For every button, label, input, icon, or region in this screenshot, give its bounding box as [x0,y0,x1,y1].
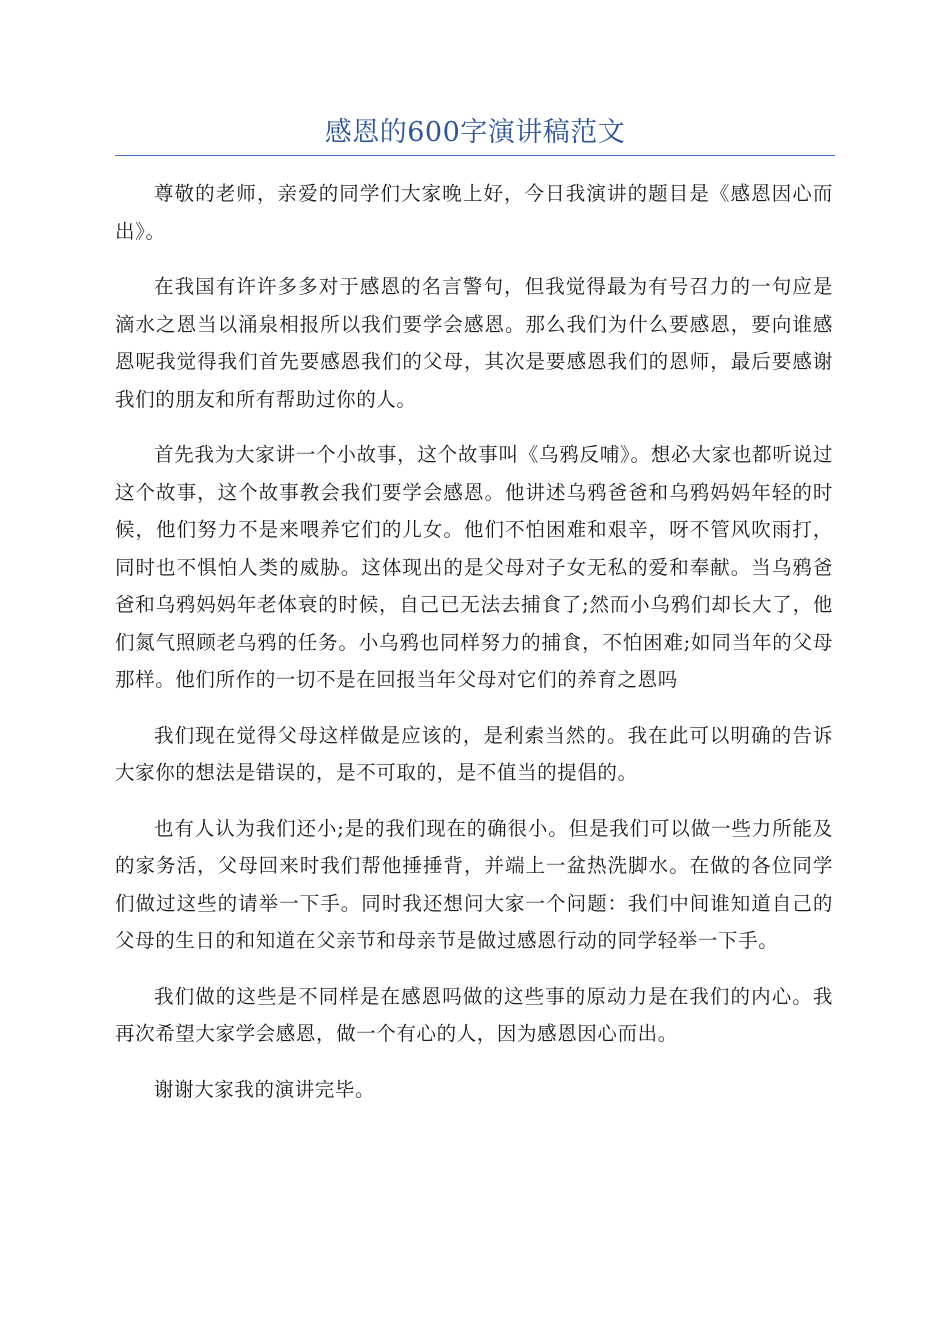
document-body [115,175,833,1126]
paragraph: 在我国有许许多多对于感恩的名言警句，但我觉得最为有号召力的一句应是滴水之恩当以涌泉相报所以我们要学会感恩。那么我们为什么要感恩，要向谁感恩呢我觉得我们首先要感恩我们的父母，其次是要感恩我们的恩师，最后要感谢我们的朋友和所有帮助过你的人。 [115,275,833,411]
paragraph: 我们现在觉得父母这样做是应该的，是利索当然的。我在此可以明确的告诉大家你的想法是错误的，是不可取的，是不值当的提倡的。 [115,723,833,784]
title-underline [115,155,835,156]
paragraph: 尊敬的老师，亲爱的同学们大家晚上好，今日我演讲的题目是《感恩因心而出》。 [115,182,833,243]
paragraph: 我们做的这些是不同样是在感恩吗做的这些事的原动力是在我们的内心。我再次希望大家学会感恩，做一个有心的人，因为感恩因心而出。 [115,984,833,1045]
paragraph: 首先我为大家讲一个小故事，这个故事叫《乌鸦反哺》。想必大家也都听说过这个故事，这个故事教会我们要学会感恩。他讲述乌鸦爸爸和乌鸦妈妈年轻的时候，他们努力不是来喂养它们的儿女。他们不怕困难和艰辛，呀不管风吹雨打，同时也不惧怕人类的威胁。这体现出的是父母对子女无私的爱和奉献。当乌鸦爸爸和乌鸦妈妈年老体衰的时候，自己已无法去捕食了;然而小乌鸦们却长大了，他们氮气照顾老乌鸦的任务。小乌鸦也同样努力的捕食，不怕困难;如同当年的父母那样。他们所作的一切不是在回报当年父母对它们的养育之恩吗 [115,443,833,691]
paragraph: 谢谢大家我的演讲完毕。 [154,1077,376,1101]
paragraph: 也有人认为我们还小;是的我们现在的确很小。但是我们可以做一些力所能及的家务活，父母回来时我们帮他捶捶背，并端上一盆热洗脚水。在做的各位同学们做过这些的请举一下手。同时我还想问大家一个问题：我们中间谁知道自己的父母的生日的和知道在父亲节和母亲节是做过感恩行动的同学轻举一下手。 [115,816,833,952]
page-title: 感恩的600字演讲稿范文 [324,117,626,148]
